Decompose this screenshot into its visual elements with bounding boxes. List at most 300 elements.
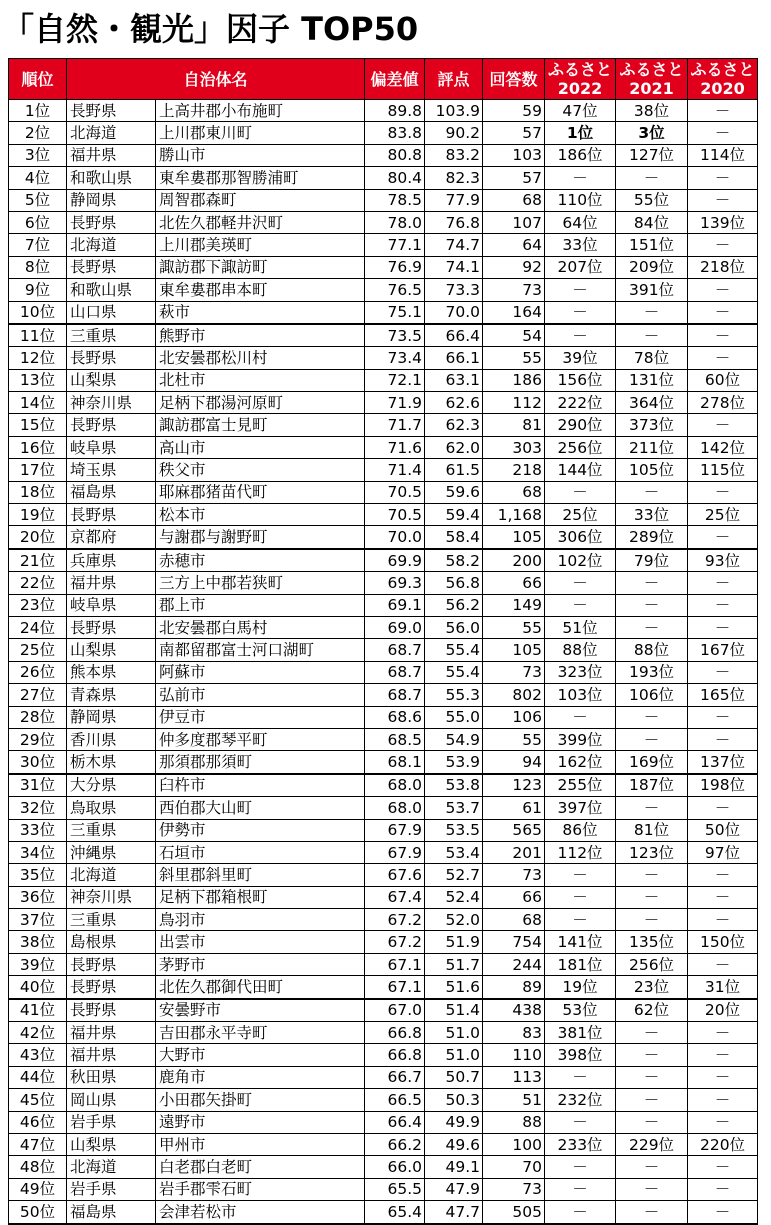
furusato-2021-cell: － bbox=[616, 1044, 688, 1066]
furusato-2020-cell: － bbox=[688, 1089, 758, 1111]
furusato-2020-cell: － bbox=[688, 1111, 758, 1133]
municipality-cell: 北安曇郡白馬村 bbox=[156, 616, 365, 638]
municipality-cell: 仲多度郡琴平町 bbox=[156, 728, 365, 750]
rank-cell: 50位 bbox=[9, 1201, 67, 1224]
furusato-2020-cell: － bbox=[688, 864, 758, 886]
rank-cell: 46位 bbox=[9, 1111, 67, 1133]
prefecture-cell: 長野県 bbox=[67, 999, 156, 1022]
furusato-2022-cell: － bbox=[545, 886, 616, 908]
municipality-cell: 耶麻郡猪苗代町 bbox=[156, 481, 365, 503]
municipality-cell: 北安曇郡松川村 bbox=[156, 347, 365, 369]
responses-cell: 68 bbox=[483, 909, 545, 931]
responses-cell: 106 bbox=[483, 706, 545, 728]
responses-cell: 113 bbox=[483, 1066, 545, 1088]
header-furusato-label: ふるさと bbox=[690, 60, 755, 79]
score-cell: 47.9 bbox=[425, 1178, 483, 1200]
prefecture-cell: 岡山県 bbox=[67, 1089, 156, 1111]
score-cell: 62.0 bbox=[425, 436, 483, 458]
deviation-cell: 69.1 bbox=[365, 594, 425, 616]
municipality-cell: 鹿角市 bbox=[156, 1066, 365, 1088]
table-row bbox=[9, 526, 758, 549]
responses-cell: 303 bbox=[483, 436, 545, 458]
rank-cell: 49位 bbox=[9, 1178, 67, 1200]
deviation-cell: 67.1 bbox=[365, 976, 425, 999]
rank-cell: 17位 bbox=[9, 459, 67, 481]
score-cell: 52.7 bbox=[425, 864, 483, 886]
municipality-cell: 弘前市 bbox=[156, 684, 365, 706]
responses-cell: 107 bbox=[483, 211, 545, 233]
prefecture-cell: 北海道 bbox=[67, 864, 156, 886]
municipality-cell: 西伯郡大山町 bbox=[156, 797, 365, 819]
table-row bbox=[9, 616, 758, 638]
municipality-cell: 足柄下郡箱根町 bbox=[156, 886, 365, 908]
municipality-cell: 東牟婁郡串本町 bbox=[156, 279, 365, 301]
furusato-2022-cell: 156位 bbox=[545, 369, 616, 391]
prefecture-cell: 北海道 bbox=[67, 1156, 156, 1178]
table-row bbox=[9, 661, 758, 683]
deviation-cell: 83.8 bbox=[365, 122, 425, 144]
furusato-2022-cell: － bbox=[545, 324, 616, 347]
furusato-2021-cell: 38位 bbox=[616, 100, 688, 122]
deviation-cell: 76.9 bbox=[365, 256, 425, 278]
furusato-2020-cell: 93位 bbox=[688, 549, 758, 572]
furusato-2021-cell: 256位 bbox=[616, 953, 688, 975]
score-cell: 82.3 bbox=[425, 167, 483, 189]
furusato-2020-cell: － bbox=[688, 1201, 758, 1224]
rank-cell: 19位 bbox=[9, 504, 67, 526]
table-row bbox=[9, 594, 758, 616]
furusato-2022-cell: 233位 bbox=[545, 1133, 616, 1155]
rank-cell: 3位 bbox=[9, 144, 67, 166]
furusato-2022-cell: － bbox=[545, 279, 616, 301]
prefecture-cell: 山梨県 bbox=[67, 1133, 156, 1155]
score-cell: 50.3 bbox=[425, 1089, 483, 1111]
table-row bbox=[9, 931, 758, 953]
municipality-cell: 熊野市 bbox=[156, 324, 365, 347]
responses-cell: 54 bbox=[483, 324, 545, 347]
furusato-2020-cell: － bbox=[688, 100, 758, 122]
score-cell: 51.7 bbox=[425, 953, 483, 975]
rank-cell: 33位 bbox=[9, 819, 67, 841]
rank-cell: 39位 bbox=[9, 953, 67, 975]
municipality-cell: 出雲市 bbox=[156, 931, 365, 953]
municipality-cell: 遠野市 bbox=[156, 1111, 365, 1133]
furusato-2020-cell: 220位 bbox=[688, 1133, 758, 1155]
municipality-cell: 会津若松市 bbox=[156, 1201, 365, 1224]
rank-cell: 13位 bbox=[9, 369, 67, 391]
prefecture-cell: 長野県 bbox=[67, 256, 156, 278]
score-cell: 56.2 bbox=[425, 594, 483, 616]
rank-cell: 14位 bbox=[9, 392, 67, 414]
score-cell: 59.4 bbox=[425, 504, 483, 526]
deviation-cell: 78.5 bbox=[365, 189, 425, 211]
table-row bbox=[9, 369, 758, 391]
deviation-cell: 66.8 bbox=[365, 1022, 425, 1044]
furusato-2022-cell: － bbox=[545, 572, 616, 594]
furusato-2020-cell: 198位 bbox=[688, 774, 758, 797]
responses-cell: 105 bbox=[483, 526, 545, 549]
prefecture-cell: 青森県 bbox=[67, 684, 156, 706]
municipality-cell: 吉田郡永平寺町 bbox=[156, 1022, 365, 1044]
score-cell: 49.9 bbox=[425, 1111, 483, 1133]
furusato-2021-cell: 106位 bbox=[616, 684, 688, 706]
furusato-2020-cell: 278位 bbox=[688, 392, 758, 414]
rank-cell: 30位 bbox=[9, 751, 67, 774]
furusato-2021-cell: 209位 bbox=[616, 256, 688, 278]
furusato-2022-cell: 51位 bbox=[545, 616, 616, 638]
score-cell: 62.6 bbox=[425, 392, 483, 414]
responses-cell: 164 bbox=[483, 301, 545, 324]
prefecture-cell: 長野県 bbox=[67, 504, 156, 526]
furusato-2020-cell: 115位 bbox=[688, 459, 758, 481]
furusato-2021-cell: － bbox=[616, 864, 688, 886]
municipality-cell: 周智郡森町 bbox=[156, 189, 365, 211]
score-cell: 70.0 bbox=[425, 301, 483, 324]
score-cell: 49.1 bbox=[425, 1156, 483, 1178]
score-cell: 74.1 bbox=[425, 256, 483, 278]
table-row bbox=[9, 1022, 758, 1044]
table-row bbox=[9, 504, 758, 526]
deviation-cell: 65.4 bbox=[365, 1201, 425, 1224]
furusato-2020-cell: 137位 bbox=[688, 751, 758, 774]
score-cell: 61.5 bbox=[425, 459, 483, 481]
furusato-2022-cell: 47位 bbox=[545, 100, 616, 122]
municipality-cell: 茅野市 bbox=[156, 953, 365, 975]
municipality-cell: 上川郡東川町 bbox=[156, 122, 365, 144]
responses-cell: 1,168 bbox=[483, 504, 545, 526]
table-row bbox=[9, 189, 758, 211]
prefecture-cell: 香川県 bbox=[67, 728, 156, 750]
prefecture-cell: 長野県 bbox=[67, 211, 156, 233]
furusato-2021-cell: － bbox=[616, 324, 688, 347]
rank-cell: 6位 bbox=[9, 211, 67, 233]
table-row bbox=[9, 1133, 758, 1155]
municipality-cell: 石垣市 bbox=[156, 841, 365, 863]
rank-cell: 25位 bbox=[9, 639, 67, 661]
furusato-2021-cell: － bbox=[616, 594, 688, 616]
table-row bbox=[9, 751, 758, 774]
municipality-cell: 足柄下郡湯河原町 bbox=[156, 392, 365, 414]
table-row bbox=[9, 774, 758, 797]
table-row bbox=[9, 728, 758, 750]
furusato-2020-cell: － bbox=[688, 301, 758, 324]
table-row bbox=[9, 549, 758, 572]
rank-cell: 47位 bbox=[9, 1133, 67, 1155]
furusato-2021-cell: 88位 bbox=[616, 639, 688, 661]
deviation-cell: 71.9 bbox=[365, 392, 425, 414]
responses-cell: 802 bbox=[483, 684, 545, 706]
furusato-2021-cell: 151位 bbox=[616, 234, 688, 256]
furusato-2020-cell: － bbox=[688, 728, 758, 750]
score-cell: 55.3 bbox=[425, 684, 483, 706]
furusato-2022-cell: － bbox=[545, 301, 616, 324]
furusato-2021-cell: － bbox=[616, 301, 688, 324]
furusato-2021-cell: － bbox=[616, 616, 688, 638]
municipality-cell: 臼杵市 bbox=[156, 774, 365, 797]
furusato-2020-cell: － bbox=[688, 189, 758, 211]
deviation-cell: 67.4 bbox=[365, 886, 425, 908]
furusato-2021-cell: 229位 bbox=[616, 1133, 688, 1155]
score-cell: 53.5 bbox=[425, 819, 483, 841]
furusato-2022-cell: － bbox=[545, 1066, 616, 1088]
table-row bbox=[9, 572, 758, 594]
score-cell: 49.6 bbox=[425, 1133, 483, 1155]
furusato-2020-cell: － bbox=[688, 234, 758, 256]
header-furusato-2021 bbox=[616, 59, 688, 100]
table-row bbox=[9, 819, 758, 841]
deviation-cell: 77.1 bbox=[365, 234, 425, 256]
responses-cell: 55 bbox=[483, 347, 545, 369]
responses-cell: 186 bbox=[483, 369, 545, 391]
header-rank: 順位 bbox=[9, 59, 67, 100]
deviation-cell: 70.5 bbox=[365, 504, 425, 526]
page-title: 「自然・観光」因子 TOP50 bbox=[2, 10, 419, 48]
score-cell: 56.0 bbox=[425, 616, 483, 638]
table-row bbox=[9, 459, 758, 481]
furusato-2021-cell: 55位 bbox=[616, 189, 688, 211]
deviation-cell: 73.5 bbox=[365, 324, 425, 347]
furusato-2022-cell: 256位 bbox=[545, 436, 616, 458]
score-cell: 54.9 bbox=[425, 728, 483, 750]
table-row bbox=[9, 347, 758, 369]
deviation-cell: 66.4 bbox=[365, 1111, 425, 1133]
furusato-2020-cell: － bbox=[688, 526, 758, 549]
table-row bbox=[9, 122, 758, 144]
municipality-cell: 萩市 bbox=[156, 301, 365, 324]
furusato-2021-cell: 211位 bbox=[616, 436, 688, 458]
rank-cell: 43位 bbox=[9, 1044, 67, 1066]
prefecture-cell: 沖縄県 bbox=[67, 841, 156, 863]
deviation-cell: 69.9 bbox=[365, 549, 425, 572]
responses-cell: 59 bbox=[483, 100, 545, 122]
furusato-2022-cell: 290位 bbox=[545, 414, 616, 436]
rank-cell: 44位 bbox=[9, 1066, 67, 1088]
furusato-2020-cell: － bbox=[688, 661, 758, 683]
furusato-2021-cell: － bbox=[616, 1089, 688, 1111]
furusato-2020-cell: 31位 bbox=[688, 976, 758, 999]
table-row bbox=[9, 211, 758, 233]
prefecture-cell: 神奈川県 bbox=[67, 392, 156, 414]
prefecture-cell: 京都府 bbox=[67, 526, 156, 549]
responses-cell: 218 bbox=[483, 459, 545, 481]
furusato-2022-cell: 181位 bbox=[545, 953, 616, 975]
header-year: 2021 bbox=[629, 79, 674, 98]
municipality-cell: 上川郡美瑛町 bbox=[156, 234, 365, 256]
deviation-cell: 89.8 bbox=[365, 100, 425, 122]
furusato-2020-cell: － bbox=[688, 616, 758, 638]
furusato-2021-cell: － bbox=[616, 1156, 688, 1178]
responses-cell: 70 bbox=[483, 1156, 545, 1178]
table-row bbox=[9, 481, 758, 503]
furusato-2020-cell: 167位 bbox=[688, 639, 758, 661]
furusato-2021-cell: 135位 bbox=[616, 931, 688, 953]
furusato-2020-cell: － bbox=[688, 1066, 758, 1088]
prefecture-cell: 福島県 bbox=[67, 481, 156, 503]
score-cell: 62.3 bbox=[425, 414, 483, 436]
prefecture-cell: 岐阜県 bbox=[67, 436, 156, 458]
score-cell: 66.1 bbox=[425, 347, 483, 369]
prefecture-cell: 福島県 bbox=[67, 1201, 156, 1224]
furusato-2020-cell: － bbox=[688, 167, 758, 189]
deviation-cell: 69.3 bbox=[365, 572, 425, 594]
prefecture-cell: 岩手県 bbox=[67, 1178, 156, 1200]
rank-cell: 37位 bbox=[9, 909, 67, 931]
responses-cell: 66 bbox=[483, 572, 545, 594]
deviation-cell: 67.6 bbox=[365, 864, 425, 886]
header-score: 評点 bbox=[425, 59, 483, 100]
prefecture-cell: 和歌山県 bbox=[67, 167, 156, 189]
furusato-2022-cell: 64位 bbox=[545, 211, 616, 233]
furusato-2022-cell: 398位 bbox=[545, 1044, 616, 1066]
rank-cell: 7位 bbox=[9, 234, 67, 256]
furusato-2022-cell: － bbox=[545, 481, 616, 503]
responses-cell: 244 bbox=[483, 953, 545, 975]
responses-cell: 55 bbox=[483, 728, 545, 750]
furusato-2022-cell: 232位 bbox=[545, 1089, 616, 1111]
deviation-cell: 73.4 bbox=[365, 347, 425, 369]
rank-cell: 27位 bbox=[9, 684, 67, 706]
municipality-cell: 斜里郡斜里町 bbox=[156, 864, 365, 886]
furusato-2020-cell: 20位 bbox=[688, 999, 758, 1022]
furusato-2021-cell: － bbox=[616, 1178, 688, 1200]
municipality-cell: 阿蘇市 bbox=[156, 661, 365, 683]
furusato-2021-cell: － bbox=[616, 1022, 688, 1044]
rank-cell: 29位 bbox=[9, 728, 67, 750]
deviation-cell: 67.9 bbox=[365, 841, 425, 863]
score-cell: 51.0 bbox=[425, 1022, 483, 1044]
furusato-2021-cell: 79位 bbox=[616, 549, 688, 572]
furusato-2020-cell: － bbox=[688, 414, 758, 436]
rank-cell: 12位 bbox=[9, 347, 67, 369]
rank-cell: 18位 bbox=[9, 481, 67, 503]
responses-cell: 61 bbox=[483, 797, 545, 819]
score-cell: 56.8 bbox=[425, 572, 483, 594]
furusato-2021-cell: － bbox=[616, 572, 688, 594]
prefecture-cell: 福井県 bbox=[67, 1044, 156, 1066]
score-cell: 53.8 bbox=[425, 774, 483, 797]
furusato-2020-cell: － bbox=[688, 324, 758, 347]
prefecture-cell: 福井県 bbox=[67, 572, 156, 594]
responses-cell: 505 bbox=[483, 1201, 545, 1224]
table-row bbox=[9, 144, 758, 166]
table-row bbox=[9, 976, 758, 999]
rank-cell: 8位 bbox=[9, 256, 67, 278]
responses-cell: 55 bbox=[483, 616, 545, 638]
municipality-cell: 鳥羽市 bbox=[156, 909, 365, 931]
deviation-cell: 80.8 bbox=[365, 144, 425, 166]
header-furusato-label: ふるさと bbox=[619, 60, 684, 79]
furusato-2022-cell: － bbox=[545, 594, 616, 616]
prefecture-cell: 秋田県 bbox=[67, 1066, 156, 1088]
furusato-2021-cell: 123位 bbox=[616, 841, 688, 863]
score-cell: 59.6 bbox=[425, 481, 483, 503]
rank-cell: 5位 bbox=[9, 189, 67, 211]
responses-cell: 73 bbox=[483, 661, 545, 683]
prefecture-cell: 三重県 bbox=[67, 324, 156, 347]
responses-cell: 94 bbox=[483, 751, 545, 774]
furusato-2022-cell: 39位 bbox=[545, 347, 616, 369]
furusato-2020-cell: － bbox=[688, 1022, 758, 1044]
furusato-2020-cell: 50位 bbox=[688, 819, 758, 841]
furusato-2022-cell: 19位 bbox=[545, 976, 616, 999]
responses-cell: 66 bbox=[483, 886, 545, 908]
furusato-2022-cell: － bbox=[545, 706, 616, 728]
prefecture-cell: 栃木県 bbox=[67, 751, 156, 774]
furusato-2020-cell: 218位 bbox=[688, 256, 758, 278]
furusato-2022-cell: 86位 bbox=[545, 819, 616, 841]
prefecture-cell: 熊本県 bbox=[67, 661, 156, 683]
municipality-cell: 北佐久郡軽井沢町 bbox=[156, 211, 365, 233]
furusato-2021-cell: － bbox=[616, 728, 688, 750]
responses-cell: 110 bbox=[483, 1044, 545, 1066]
furusato-2022-cell: － bbox=[545, 1201, 616, 1224]
furusato-2022-cell: － bbox=[545, 1156, 616, 1178]
table-row bbox=[9, 639, 758, 661]
table-body bbox=[9, 100, 758, 1224]
furusato-2020-cell: － bbox=[688, 909, 758, 931]
score-cell: 53.7 bbox=[425, 797, 483, 819]
rank-cell: 2位 bbox=[9, 122, 67, 144]
deviation-cell: 71.6 bbox=[365, 436, 425, 458]
prefecture-cell: 和歌山県 bbox=[67, 279, 156, 301]
furusato-2021-cell: － bbox=[616, 706, 688, 728]
municipality-cell: 甲州市 bbox=[156, 1133, 365, 1155]
rank-cell: 32位 bbox=[9, 797, 67, 819]
deviation-cell: 66.7 bbox=[365, 1066, 425, 1088]
rank-cell: 9位 bbox=[9, 279, 67, 301]
deviation-cell: 72.1 bbox=[365, 369, 425, 391]
furusato-2020-cell: 150位 bbox=[688, 931, 758, 953]
responses-cell: 105 bbox=[483, 639, 545, 661]
rank-cell: 34位 bbox=[9, 841, 67, 863]
furusato-2022-cell: － bbox=[545, 864, 616, 886]
score-cell: 51.4 bbox=[425, 999, 483, 1022]
furusato-2022-cell: 306位 bbox=[545, 526, 616, 549]
score-cell: 66.4 bbox=[425, 324, 483, 347]
table-row bbox=[9, 1111, 758, 1133]
prefecture-cell: 山口県 bbox=[67, 301, 156, 324]
responses-cell: 89 bbox=[483, 976, 545, 999]
rank-cell: 10位 bbox=[9, 301, 67, 324]
rank-cell: 16位 bbox=[9, 436, 67, 458]
prefecture-cell: 鳥取県 bbox=[67, 797, 156, 819]
responses-cell: 57 bbox=[483, 167, 545, 189]
responses-cell: 200 bbox=[483, 549, 545, 572]
responses-cell: 201 bbox=[483, 841, 545, 863]
deviation-cell: 66.8 bbox=[365, 1044, 425, 1066]
rank-cell: 1位 bbox=[9, 100, 67, 122]
furusato-2020-cell: 114位 bbox=[688, 144, 758, 166]
furusato-2020-cell: － bbox=[688, 797, 758, 819]
prefecture-cell: 岐阜県 bbox=[67, 594, 156, 616]
furusato-2020-cell: 60位 bbox=[688, 369, 758, 391]
municipality-cell: 北杜市 bbox=[156, 369, 365, 391]
municipality-cell: 白老郡白老町 bbox=[156, 1156, 365, 1178]
responses-cell: 83 bbox=[483, 1022, 545, 1044]
deviation-cell: 71.7 bbox=[365, 414, 425, 436]
furusato-2022-cell: － bbox=[545, 1178, 616, 1200]
table-row bbox=[9, 234, 758, 256]
prefecture-cell: 北海道 bbox=[67, 234, 156, 256]
deviation-cell: 66.2 bbox=[365, 1133, 425, 1155]
municipality-cell: 諏訪郡富士見町 bbox=[156, 414, 365, 436]
furusato-2022-cell: 112位 bbox=[545, 841, 616, 863]
responses-cell: 64 bbox=[483, 234, 545, 256]
municipality-cell: 小田郡矢掛町 bbox=[156, 1089, 365, 1111]
furusato-2022-cell: 103位 bbox=[545, 684, 616, 706]
rank-cell: 23位 bbox=[9, 594, 67, 616]
header-year: 2022 bbox=[557, 79, 603, 98]
